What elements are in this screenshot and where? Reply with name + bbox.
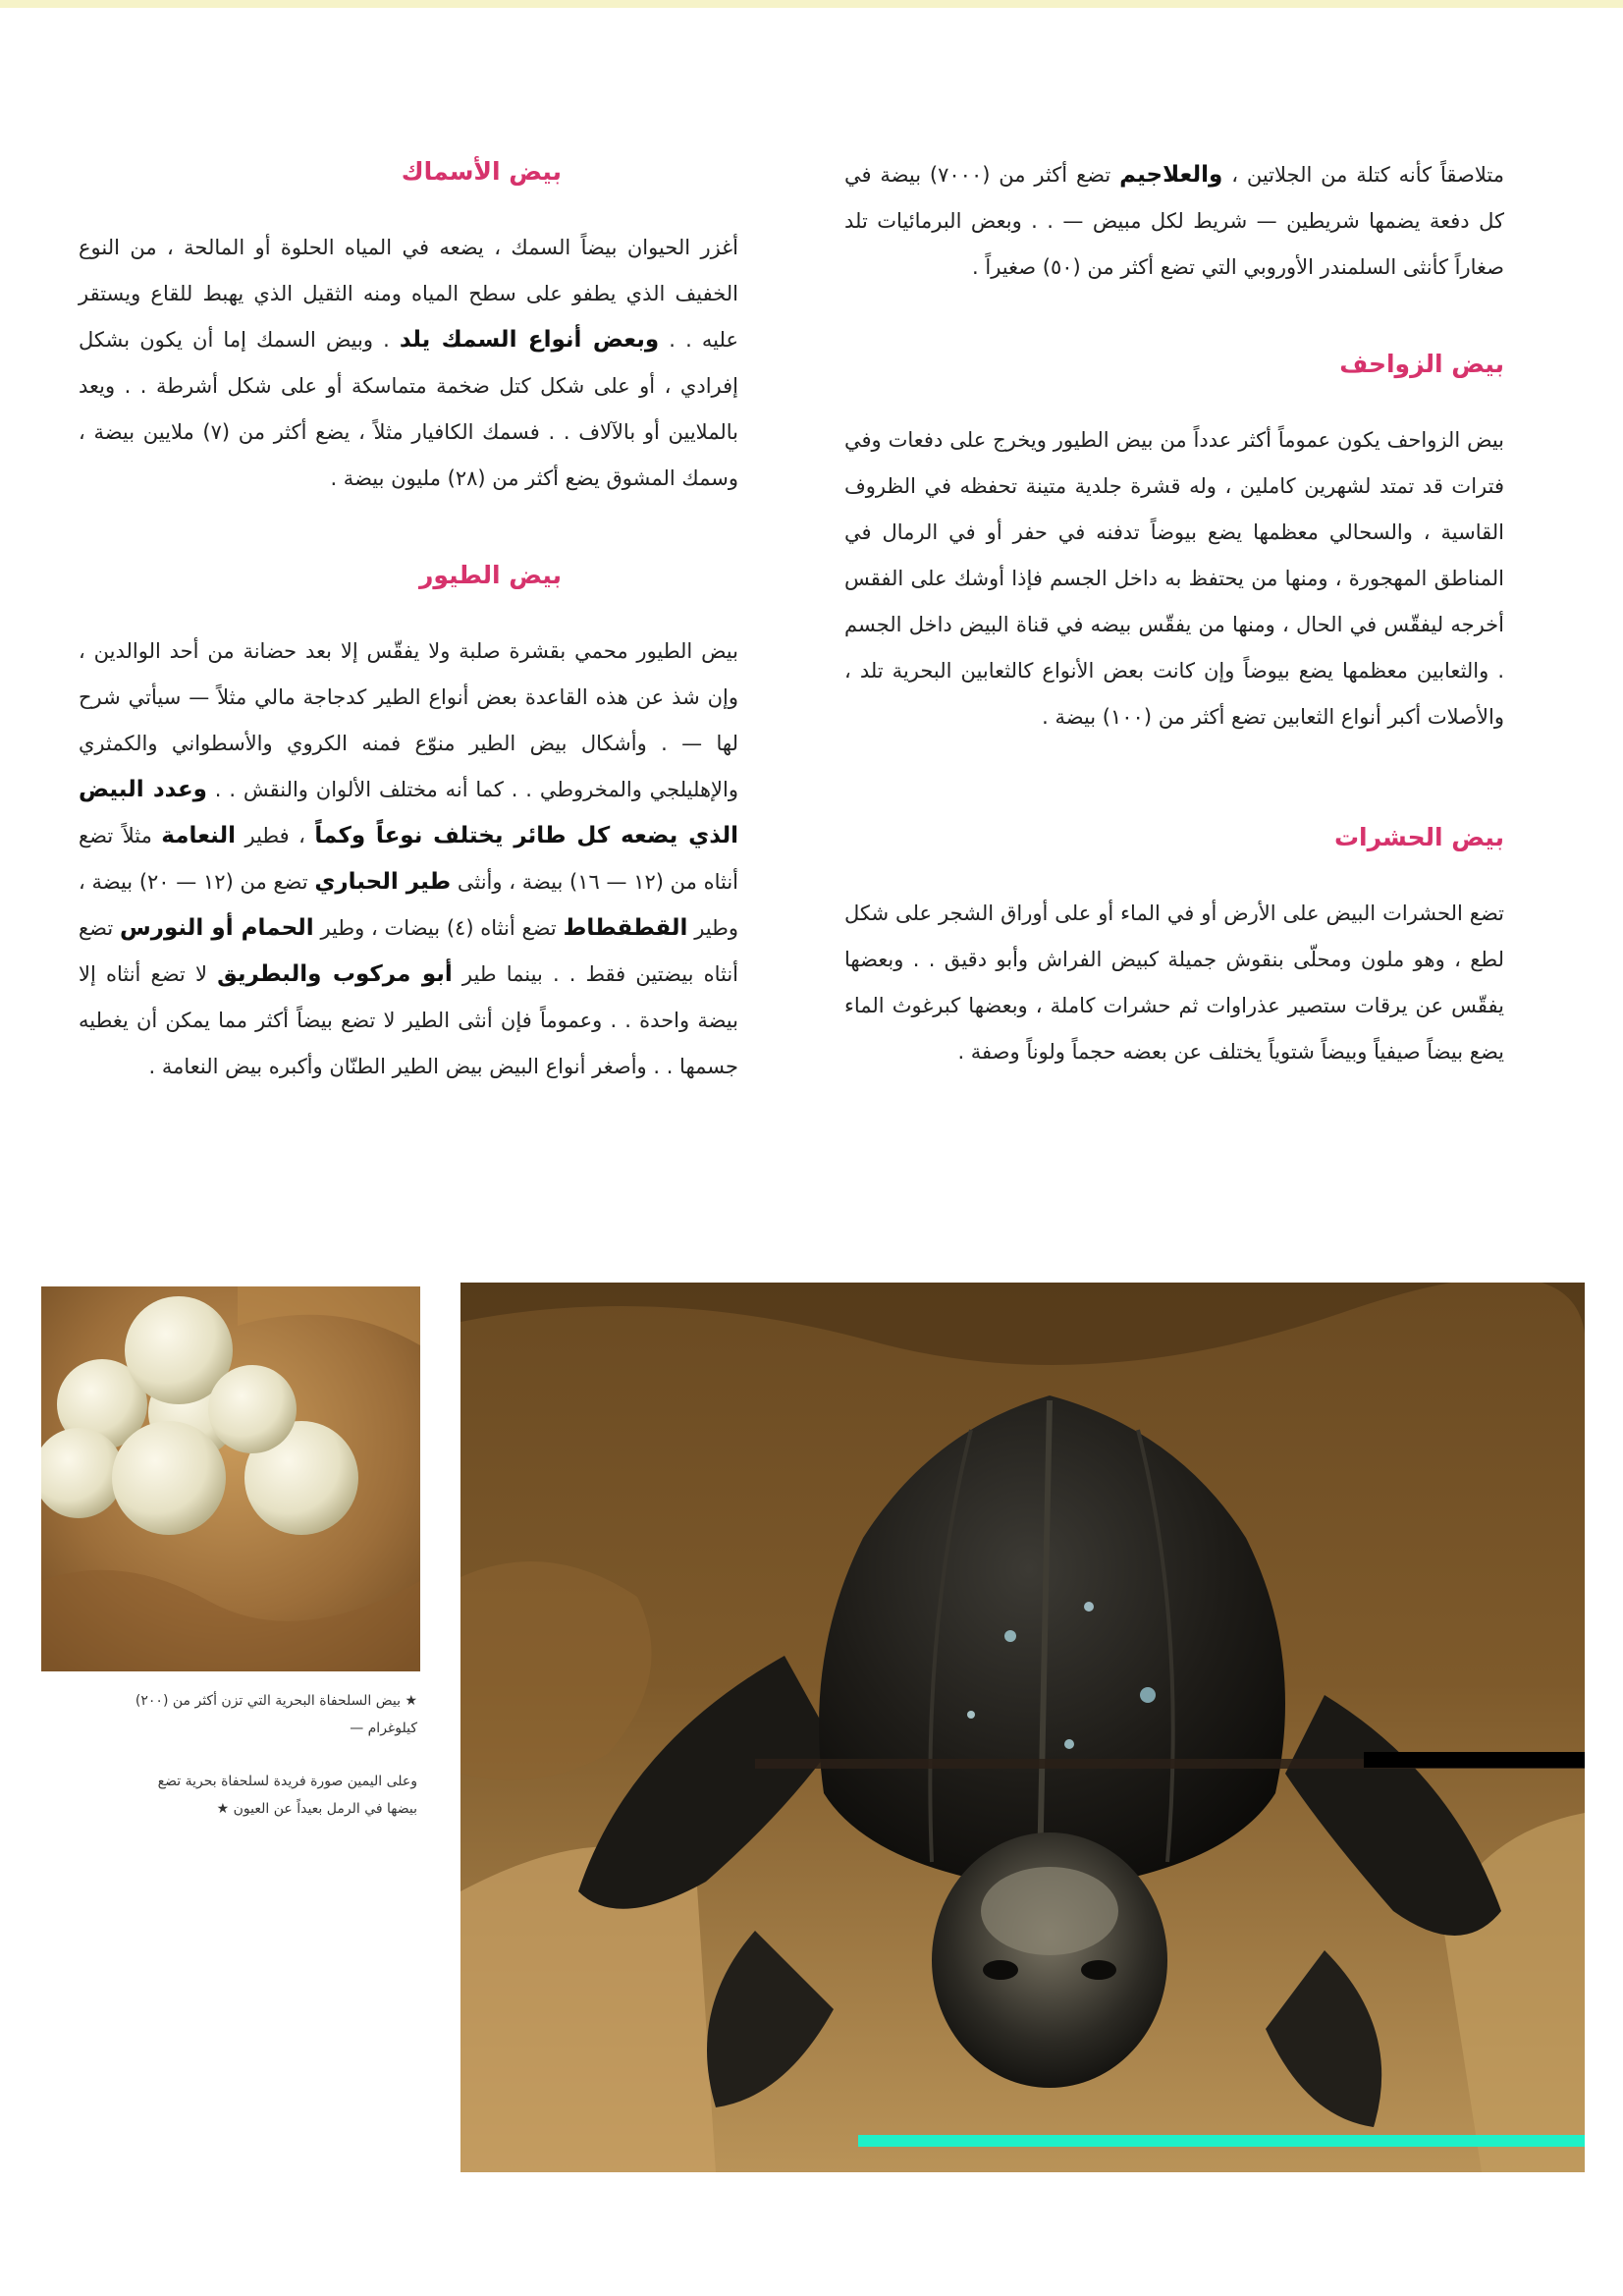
text-run: متلاصقاً كأنه كتلة من الجلاتين ، [1222,163,1504,187]
birds-heading: بيض الطيور [419,561,562,589]
reptiles-heading: بيض الزواحف [1339,350,1504,378]
amphibians-paragraph [844,152,1504,291]
bold-term: الحمام أو النورس [120,915,314,941]
insects-heading: بيض الحشرات [1333,823,1504,851]
text-run: بيض الطيور محمي بقشرة صلبة ولا يفقّس إلا بعد حضانة من أحد الوالدين ، وإن شذ عن هذه القاعدة بعض أنواع الطير كدجاجة مالي مثلاً — سيأتي شرح لها — . وأشكال بيض الطير منوّع فمنه الكروي والأسطواني والكمثري والإهليلجي والمخروطي . . كما أنه مختلف الألوان والنقش . . [79,639,738,801]
bold-term: طير الحباري [314,869,452,895]
text-run: . وبيض السمك إما أن يكون بشكل إفرادي ، أو على شكل كتل ضخمة متماسكة أو على شكل أشرطة . . ويعد بالملايين أو بالآلاف . . فسمك الكافيار مثلاً ، يضع أكثر من (٧) ملايين بيضة ، وسمك المشوق يضع أكثر من (٢٨) مليون بيضة . [79,328,738,490]
bold-term: القطقطاط [563,915,688,941]
right-column [844,152,1504,1075]
text-run: لا تضع أنثاه إلا بيضة واحدة . . وعموماً فإن أنثى الطير لا تضع بيضاً أكثر مما يمكن أن يغطيه جسمها . . وأصغر أنواع البيض بيض الطير الطنّان وأكبره بيض النعامة . [79,962,738,1078]
text-run: مثلاً تضع أنثاه من (١٢ — ١٦) بيضة ، وأنثى [79,824,739,894]
insects-paragraph: تضع الحشرات البيض على الأرض أو في الماء أو على أوراق الشجر على شكل لطع ، وهو ملون ومحلّى بنقوش جميلة كبيض الفراش وأبو دقيق . . وبعضها يفقّس عن يرقات ستصير عذراوات ثم حشرات كاملة ، وبعضها كبرغوث الماء يضع بيضاً صيفياً وبيضاً شتوياً يختلف عن بعضه حجماً ولوناً وصفة . [844,902,1504,1064]
text-run: تضع أنثاه بيضتين فقط . . بينما طير [79,916,739,986]
birds-paragraph [79,629,738,1090]
top-color-band [0,0,1623,8]
left-column [79,157,738,1090]
bold-term: وبعض أنواع السمك يلد [399,327,660,353]
photo-caption-eggs: ★ بيض السلحفاة البحرية التي تزن أكثر من (٢٠٠) كيلوغرام — [135,1693,417,1736]
reptiles-paragraph: بيض الزواحف يكون عموماً أكثر عدداً من بيض الطيور ويخرج على دفعات وفي فترات قد تمتد لشهرين كاملين ، وله قشرة جلدية متينة تحفظه في الظروف القاسية ، والسحالي معظمها يضع بيوضاً تدفنه في حفر أو في الرمال في المناطق المهجورة ، ومنها من يحتفظ به داخل الجسم فإذا أوشك على الفقس أخرجه ليفقّس في الحال ، ومنها من يفقّس بيضه في قناة البيض داخل الجسم . والثعابين معظمها يضع بيوضاً وإن كانت بعض الأنواع كالثعابين البحرية تلد ، والأصلات أكبر أنواع الثعابين تضع أكثر من (١٠٠) بيضة . [844,428,1504,729]
text-run: تضع أنثاه (٤) بيضات ، وطير [313,916,564,940]
fish-heading: بيض الأسماك [401,157,562,186]
text-run: تضع أكثر من (٧٠٠٠) بيضة في كل دفعة يضمها شريطين — شريط لكل مبيض — . . وبعض البرمائيات تلد صغاراً كأنثى السلمندر الأوروبي التي تضع أكثر من (٥٠) صغيراً . [844,163,1504,279]
bold-term: أبو مركوب والبطريق [217,961,453,987]
bold-term: والعلاجيم [1119,162,1223,188]
turtle-eggs-photo [41,1286,420,1671]
text-run: ، فطير [236,824,315,847]
bold-term: النعامة [161,823,237,848]
photo-caption-turtle: وعلى اليمين صورة فريدة لسلحفاة بحرية تضع بيضها في الرمل بعيداً عن العيون ★ [157,1774,417,1817]
text-run: تضع من (١٢ — ٢٠) بيضة ، وطير [79,870,738,940]
sea-turtle-photo [460,1283,1585,2172]
text-run: أغزر الحيوان بيضاً السمك ، يضعه في المياه الحلوة أو المالحة ، من النوع الخفيف الذي يطفو على سطح المياه ومنه الثقيل الذي يهبط للقاع ويستقر عليه . . [79,236,738,352]
bold-term: وعدد البيض الذي يضعه كل طائر يختلف نوعاً وكماً [79,777,738,848]
fish-paragraph [79,225,738,502]
